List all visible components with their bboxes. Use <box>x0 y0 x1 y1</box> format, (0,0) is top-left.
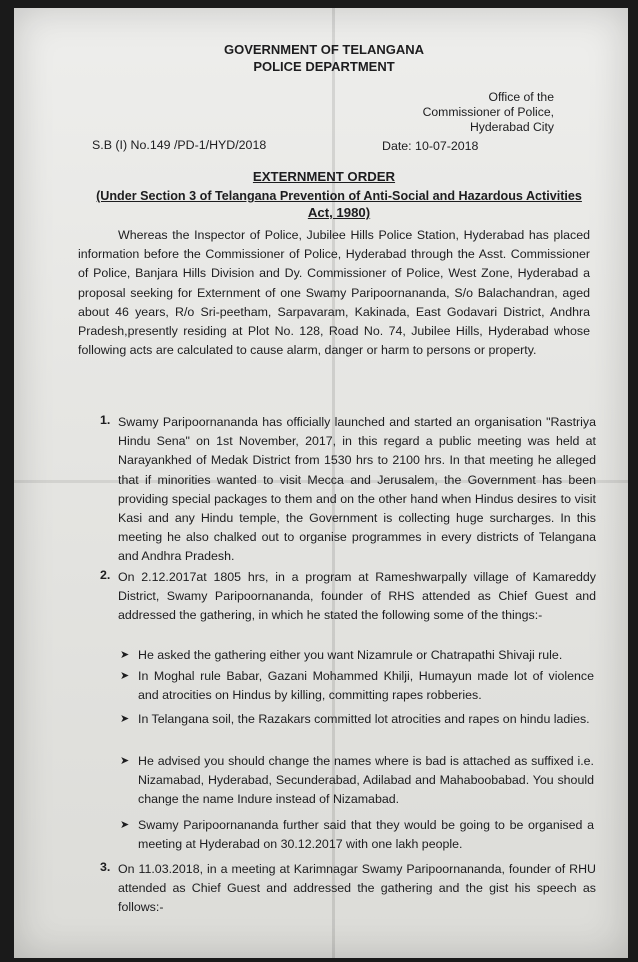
header-dept: POLICE DEPARTMENT <box>253 59 395 74</box>
bullet-3-text: In Telangana soil, the Razakars committed lot atrocities and rapes on hindu ladies. <box>138 712 590 726</box>
intro-paragraph: Whereas the Inspector of Police, Jubilee Hills Police Station, Hyderabad has placed information before the Commissioner of Police, Hyderabad through the Asst. Commissioner of Police, Banjara Hills Division and Dy. Commissioner of Police, West Zone, Hyderabad a proposal seeking for Externment of one Swamy Paripoornananda, S/o Balachandran, aged about 46 years, R/o Sri-peetham, Sarpavaram, Kakinada, East Godavari District, Andhra Pradesh,presently residing at Plot No. 128, Road No. 74, Jubilee Hills, Hyderabad whose following acts are calculated to cause alarm, danger or harm to persons or property. <box>78 228 590 358</box>
header-govt: GOVERNMENT OF TELANGANA <box>223 42 425 57</box>
item-3-text: On 11.03.2018, in a meeting at Karimnagar Swamy Paripoornananda, founder of RHU attended as Chief Guest and addressed the gathering and the gist his speech as follows:- <box>118 862 596 915</box>
item-1-text: Swamy Paripoornananda has officially launched and started an organisation "Rastriya Hindu Sena" on 1st November, 2017, in this regard a public meeting was held at Narayankhed of Medak District from 1530 hrs to 2100 hrs. In that meeting he alleged that if minorities wanted to visit Mecca and Jerusalem, the Government has been providing special packages to them and on the other hand when Hindus desires to visit Kasi and any Hindu temple, the Government is collecting huge surcharges. In this meeting he also chalked out to organise programmes in every districts of Telangana and Andhra Pradesh. <box>118 415 596 564</box>
arrowhead-bullet-icon: ➤ <box>120 649 130 661</box>
order-subtitle-line2: Act, 1980) <box>307 205 371 220</box>
bullet-4-text: He advised you should change the names where is bad is attached as suffixed i.e. Nizamabad, Hyderabad, Secunderabad, Adilabad and Mahaboobabad. You should change the name Indure instead of Nizamabad. <box>138 754 594 807</box>
reference-number: S.B (I) No.149 /PD-1/HYD/2018 <box>92 138 267 152</box>
bullet-1-text: He asked the gathering either you want Nizamrule or Chatrapathi Shivaji rule. <box>138 648 563 662</box>
order-date: Date: 10-07-2018 <box>382 139 479 153</box>
order-title: EXTERNMENT ORDER <box>252 169 396 184</box>
arrowhead-bullet-icon: ➤ <box>120 713 130 725</box>
order-subtitle-line1: (Under Section 3 of Telangana Prevention of Anti-Social and Hazardous Activities <box>96 189 582 203</box>
item-1-number: 1. <box>100 413 111 427</box>
office-line3: Hyderabad City <box>470 120 554 134</box>
bullet-5-text: Swamy Paripoornananda further said that they would be going to be organised a meeting at Hyderabad on 30.12.2017 with one lakh people. <box>138 818 594 852</box>
item-3-number: 3. <box>100 860 111 874</box>
bullet-2-text: In Moghal rule Babar, Gazani Mohammed Khilji, Humayun made lot of violence and atrocities on Hindus by killing, committing rapes robberies. <box>138 669 594 703</box>
item-2-text: On 2.12.2017at 1805 hrs, in a program at Rameshwarpally village of Kamareddy District, Swamy Paripoornananda, founder of RHS attended as Chief Guest and addressed the gathering, in which he stated the following some of the things:- <box>118 570 596 623</box>
document-page <box>14 8 628 958</box>
arrowhead-bullet-icon: ➤ <box>120 670 130 682</box>
arrowhead-bullet-icon: ➤ <box>120 819 130 831</box>
item-2-number: 2. <box>100 568 111 582</box>
arrowhead-bullet-icon: ➤ <box>120 755 130 767</box>
office-line2: Commissioner of Police, <box>422 105 554 119</box>
office-line1: Office of the <box>488 90 554 104</box>
